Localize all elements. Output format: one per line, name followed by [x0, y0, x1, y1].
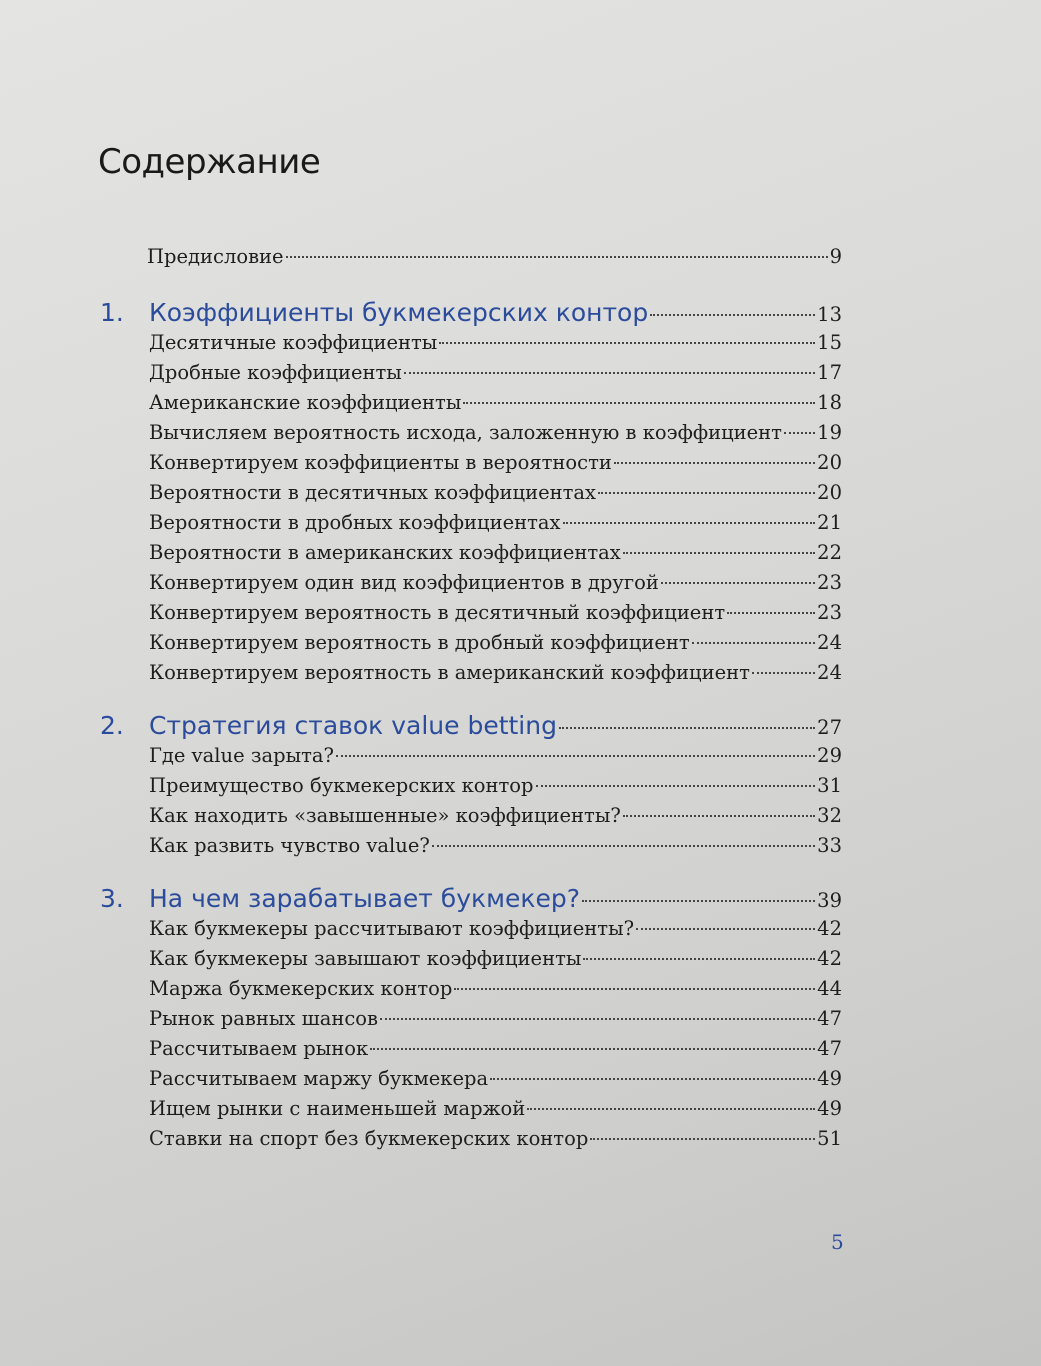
toc-entry — [100, 418, 842, 448]
toc-entry — [100, 831, 842, 861]
dot-leader — [623, 552, 815, 554]
entry-page: 51 — [817, 1127, 842, 1150]
toc-entry — [100, 478, 842, 508]
toc-entry — [100, 1004, 842, 1034]
chapter-page: 39 — [817, 889, 842, 912]
toc-entry — [100, 1064, 842, 1094]
dot-leader — [636, 928, 815, 930]
dot-leader — [454, 988, 815, 990]
toc-entry — [100, 771, 842, 801]
chapter-title: На чем зарабатывает букмекер? — [149, 884, 580, 913]
entry-label: Рассчитываем рынок — [149, 1037, 369, 1060]
dot-leader — [527, 1108, 815, 1110]
dot-leader — [380, 1018, 815, 1020]
entry-page: 29 — [817, 744, 842, 767]
page-number: 5 — [831, 1230, 844, 1254]
dot-leader — [404, 372, 815, 374]
entry-label: Ставки на спорт без букмекерских контор — [149, 1127, 589, 1150]
entry-page: 44 — [817, 977, 842, 1000]
entry-page: 15 — [817, 331, 842, 354]
toc-entry — [100, 741, 842, 771]
entry-label: Как букмекеры завышают коэффициенты — [149, 947, 582, 970]
entry-page: 42 — [817, 947, 842, 970]
entry-label: Вероятности в дробных коэффициентах — [149, 511, 561, 534]
entry-page: 19 — [817, 421, 842, 444]
entry-page: 23 — [817, 571, 842, 594]
toc-entry — [100, 914, 842, 944]
entry-label: Ищем рынки с наименьшей маржой — [149, 1097, 526, 1120]
entry-label: Вероятности в американских коэффициентах — [149, 541, 621, 564]
chapter-number: 3. — [100, 884, 124, 913]
toc-entry — [100, 358, 842, 388]
toc-entry — [100, 568, 842, 598]
entry-label: Как букмекеры рассчитывают коэффициенты? — [149, 917, 635, 940]
entry-label: Где value зарыта? — [149, 744, 334, 767]
dot-leader — [582, 900, 815, 902]
entry-page: 49 — [817, 1067, 842, 1090]
dot-leader — [439, 342, 815, 344]
dot-leader — [490, 1078, 815, 1080]
toc-entry — [100, 448, 842, 478]
entry-page: 47 — [817, 1007, 842, 1030]
toc-entry — [100, 1094, 842, 1124]
dot-leader — [563, 522, 816, 524]
entry-label: Конвертируем вероятность в десятичный коэффициент — [149, 601, 726, 624]
entry-page: 32 — [817, 804, 842, 827]
entry-page: 22 — [817, 541, 842, 564]
entry-page: 31 — [817, 774, 842, 797]
entry-page: 47 — [817, 1037, 842, 1060]
entry-label: Конвертируем вероятность в дробный коэффициент — [149, 631, 690, 654]
entry-label: Конвертируем один вид коэффициентов в другой — [149, 571, 659, 594]
entry-page: 49 — [817, 1097, 842, 1120]
toc-entry — [100, 944, 842, 974]
entry-page: 21 — [817, 511, 842, 534]
entry-label: Рынок равных шансов — [149, 1007, 378, 1030]
table-of-contents — [100, 242, 842, 1154]
chapter-number: 2. — [100, 711, 124, 740]
entry-page: 24 — [817, 631, 842, 654]
dot-leader — [463, 402, 815, 404]
chapter-number: 1. — [100, 298, 124, 327]
toc-chapter-2 — [100, 711, 842, 741]
dot-leader — [727, 612, 815, 614]
entry-page: 9 — [829, 245, 842, 268]
entry-page: 23 — [817, 601, 842, 624]
entry-label: Преимущество букмекерских контор — [149, 774, 534, 797]
toc-entry — [100, 1124, 842, 1154]
dot-leader — [559, 727, 815, 729]
toc-entry — [100, 508, 842, 538]
dot-leader — [370, 1048, 815, 1050]
entry-label: Десятичные коэффициенты — [149, 331, 438, 354]
entry-page: 24 — [817, 661, 842, 684]
dot-leader — [336, 755, 815, 757]
dot-leader — [784, 432, 815, 434]
toc-entry-preface — [100, 242, 842, 272]
toc-chapter-3 — [100, 884, 842, 914]
entry-page: 17 — [817, 361, 842, 384]
toc-entry — [100, 538, 842, 568]
dot-leader — [614, 462, 815, 464]
entry-label: Как развить чувство value? — [149, 834, 430, 857]
toc-entry — [100, 658, 842, 688]
entry-label: Маржа букмекерских контор — [149, 977, 453, 1000]
entry-label: Как находить «завышенные» коэффициенты? — [149, 804, 621, 827]
dot-leader — [590, 1138, 815, 1140]
entry-label: Вероятности в десятичных коэффициентах — [149, 481, 597, 504]
entry-page: 20 — [817, 481, 842, 504]
toc-entry — [100, 974, 842, 1004]
entry-page: 20 — [817, 451, 842, 474]
entry-page: 42 — [817, 917, 842, 940]
dot-leader — [752, 672, 815, 674]
toc-entry — [100, 1034, 842, 1064]
chapter-title: Коэффициенты букмекерских контор — [149, 298, 649, 327]
dot-leader — [432, 845, 815, 847]
entry-label: Дробные коэффициенты — [149, 361, 402, 384]
entry-label: Предисловие — [147, 245, 284, 268]
chapter-page: 27 — [817, 716, 842, 739]
dot-leader — [661, 582, 815, 584]
dot-leader — [583, 958, 815, 960]
dot-leader — [623, 815, 815, 817]
chapter-page: 13 — [817, 303, 842, 326]
toc-entry — [100, 388, 842, 418]
page-title: Содержание — [98, 142, 321, 182]
dot-leader — [650, 314, 815, 316]
toc-chapter-1 — [100, 298, 842, 328]
dot-leader — [692, 642, 816, 644]
entry-page: 33 — [817, 834, 842, 857]
toc-entry — [100, 628, 842, 658]
entry-page: 18 — [817, 391, 842, 414]
chapter-title: Стратегия ставок value betting — [149, 711, 557, 740]
entry-label: Рассчитываем маржу букмекера — [149, 1067, 489, 1090]
entry-label: Конвертируем коэффициенты в вероятности — [149, 451, 612, 474]
dot-leader — [536, 785, 816, 787]
toc-entry — [100, 328, 842, 358]
toc-entry — [100, 801, 842, 831]
toc-entry — [100, 598, 842, 628]
dot-leader — [598, 492, 815, 494]
entry-label: Вычисляем вероятность исхода, заложенную в коэффициент — [149, 421, 782, 444]
dot-leader — [286, 256, 828, 258]
entry-label: Американские коэффициенты — [149, 391, 462, 414]
entry-label: Конвертируем вероятность в американский коэффициент — [149, 661, 750, 684]
